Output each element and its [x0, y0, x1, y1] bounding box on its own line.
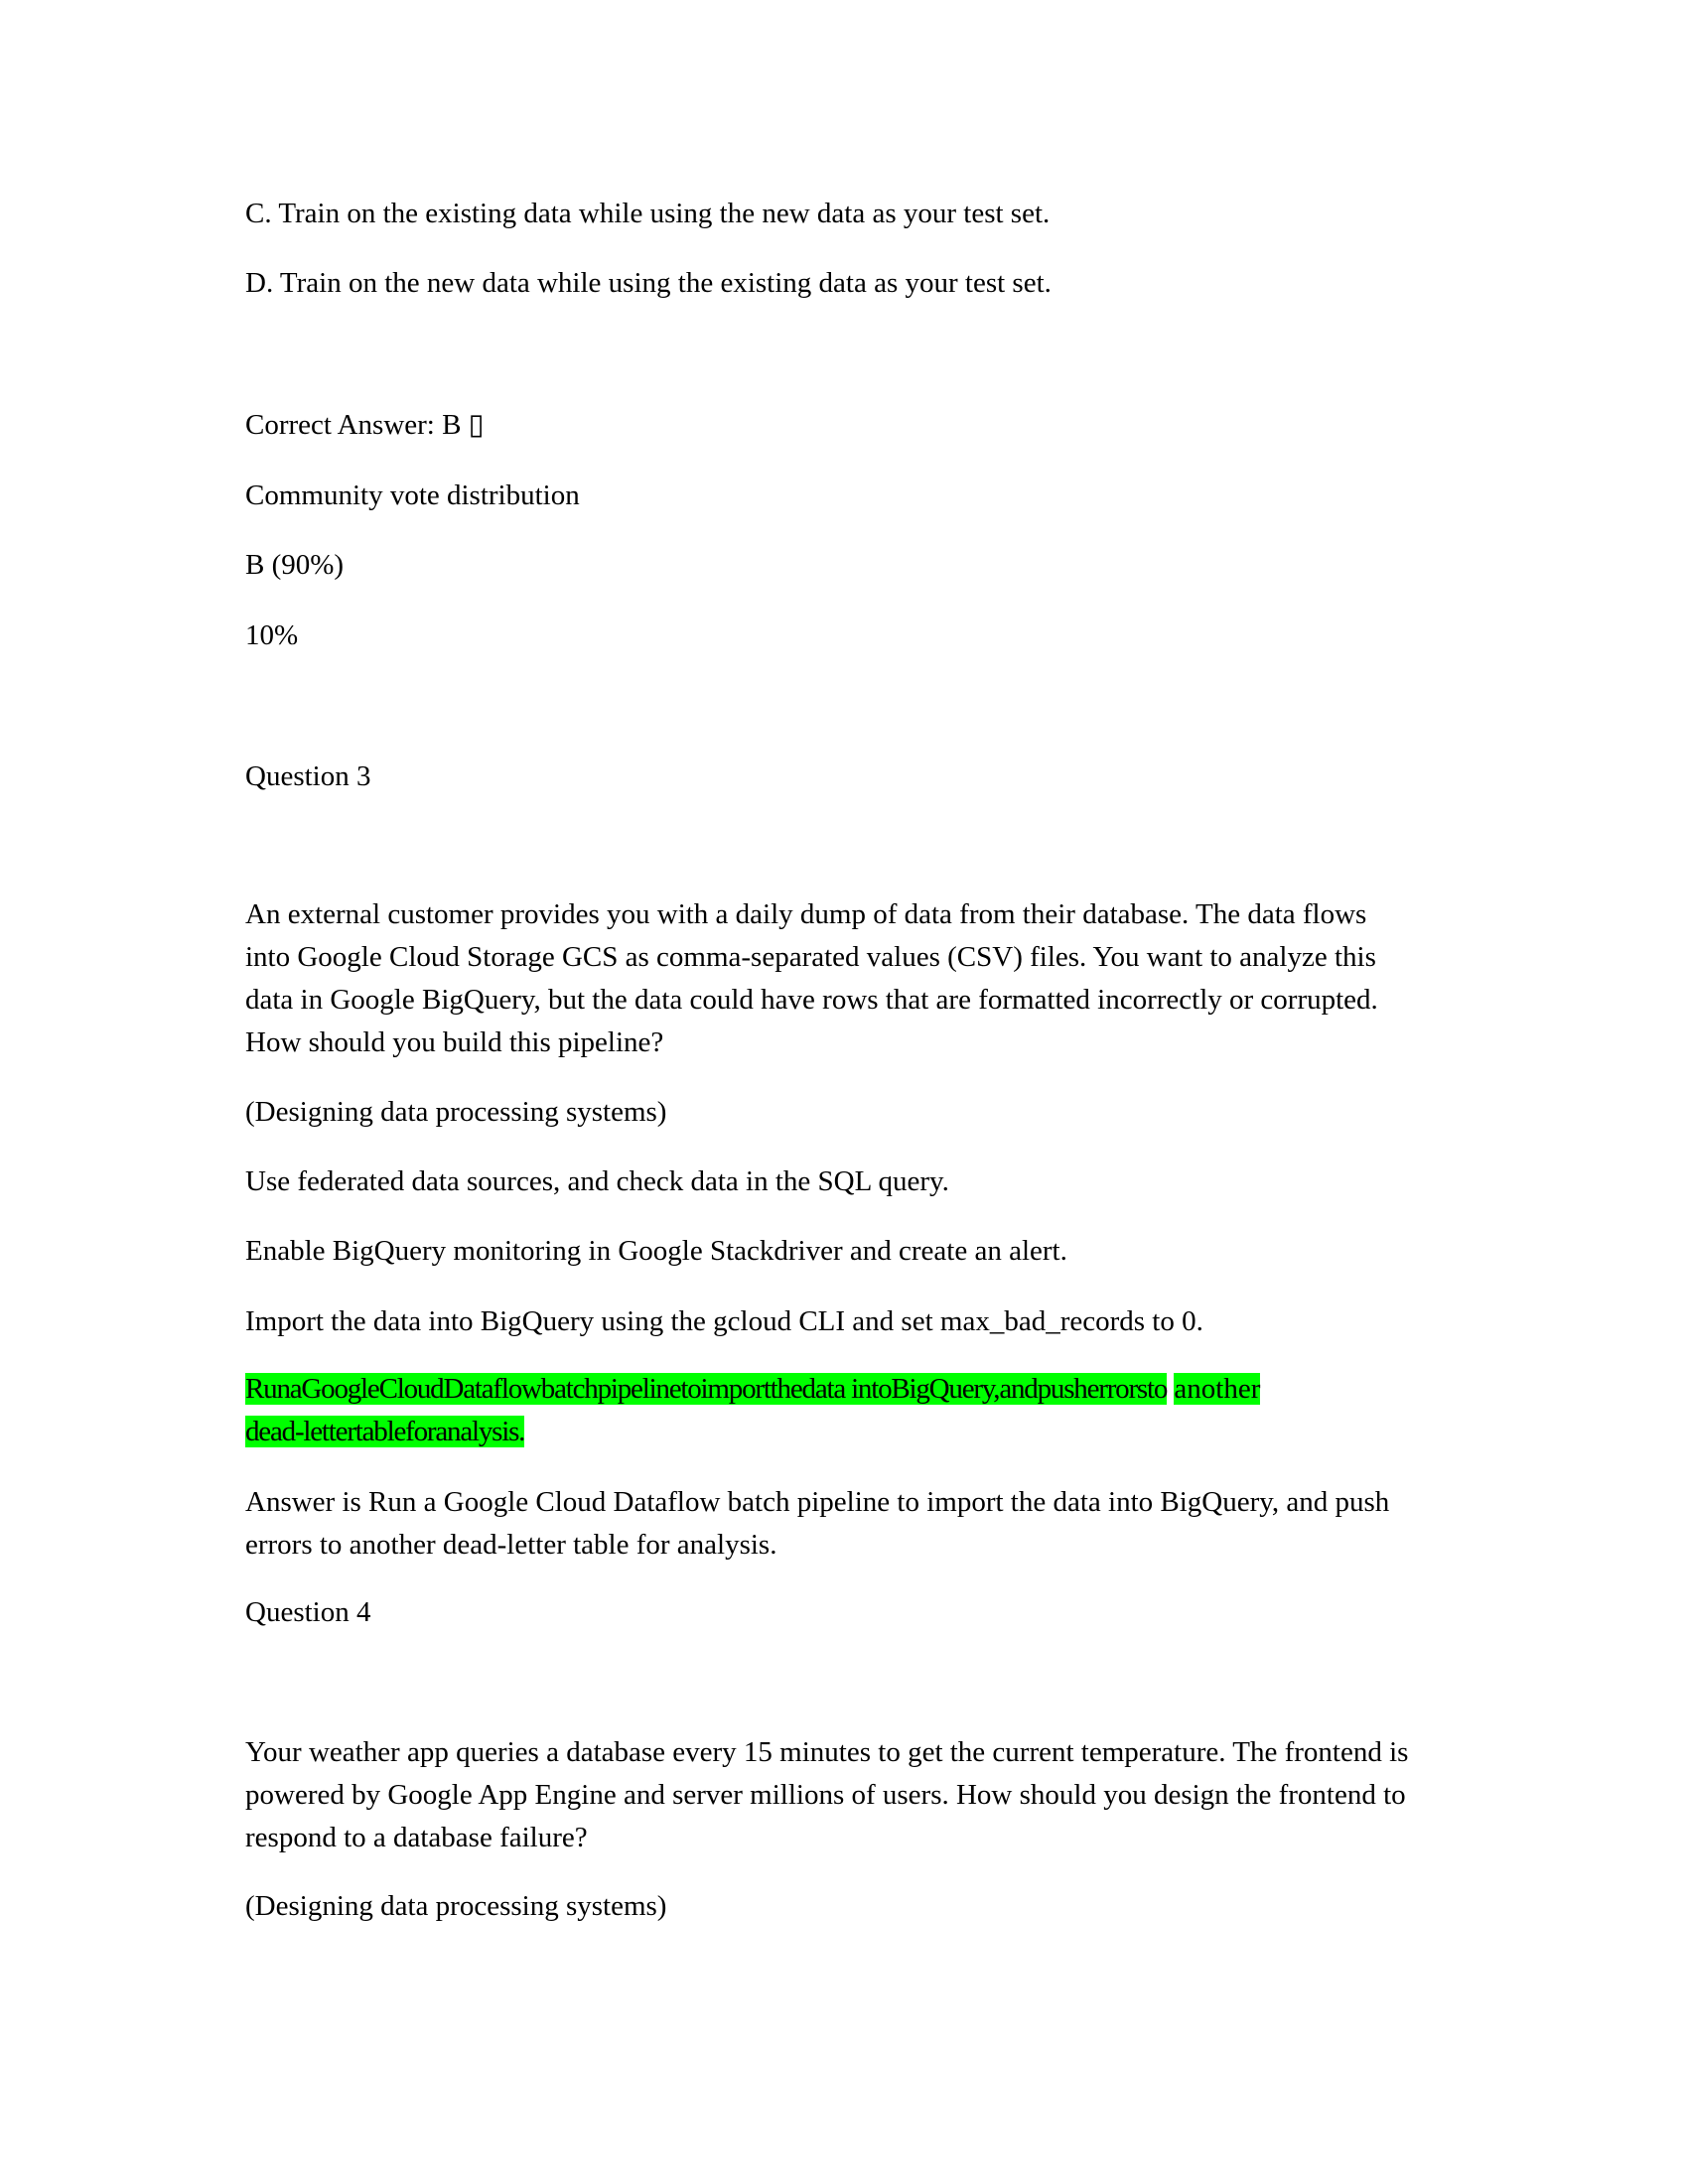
question-3-category: (Designing data processing systems)	[245, 1096, 667, 1128]
vote-heading: Community vote distribution	[245, 479, 580, 511]
question-4-text: Your weather app queries a database every 15 minutes to get the current temperature. The frontend is powered by Google App Engine and server millions of users. How should you design the frontend to respond to a database failure?	[245, 1736, 1409, 1853]
option-c: C. Train on the existing data while using the new data as your test set.	[245, 198, 1051, 229]
highlighted-text: RunaGoogleCloudDataflowbatchpipelinetoimportthedata intoBigQuery,andpusherrorsto	[245, 1373, 1168, 1405]
question-3-option-c: Import the data into BigQuery using the gcloud CLI and set max_bad_records to 0.	[245, 1305, 1203, 1337]
question-3-answer: Answer is Run a Google Cloud Dataflow batch pipeline to import the data into BigQuery, and push errors to another dead-letter table for analysis.	[245, 1486, 1390, 1561]
option-d: D. Train on the new data while using the existing data as your test set.	[245, 267, 1052, 299]
vote-b: B (90%)	[245, 549, 345, 581]
question-4-category: (Designing data processing systems)	[245, 1890, 667, 1922]
question-3-option-d-highlighted	[245, 1368, 1260, 1411]
question-3-option-b: Enable BigQuery monitoring in Google Stackdriver and create an alert.	[245, 1235, 1067, 1267]
highlighted-text: dead-lettertableforanalysis.	[245, 1416, 525, 1447]
correct-answer: Correct Answer: B ▯	[245, 409, 485, 441]
question-3-title: Question 3	[245, 760, 371, 792]
question-3-option-a: Use federated data sources, and check data in the SQL query.	[245, 1165, 949, 1197]
question-3-option-d-highlighted-cont	[245, 1411, 524, 1453]
highlighted-text: another	[1174, 1373, 1261, 1405]
vote-other: 10%	[245, 619, 299, 651]
question-3-text: An external customer provides you with a daily dump of data from their database. The data flows into Google Cloud Storage GCS as comma-separated values (CSV) files. You want to analyze this data in Google BigQuery, but the data could have rows that are formatted incorrectly or corrupted. How should you build this pipeline?	[245, 898, 1378, 1058]
question-4-title: Question 4	[245, 1596, 371, 1628]
